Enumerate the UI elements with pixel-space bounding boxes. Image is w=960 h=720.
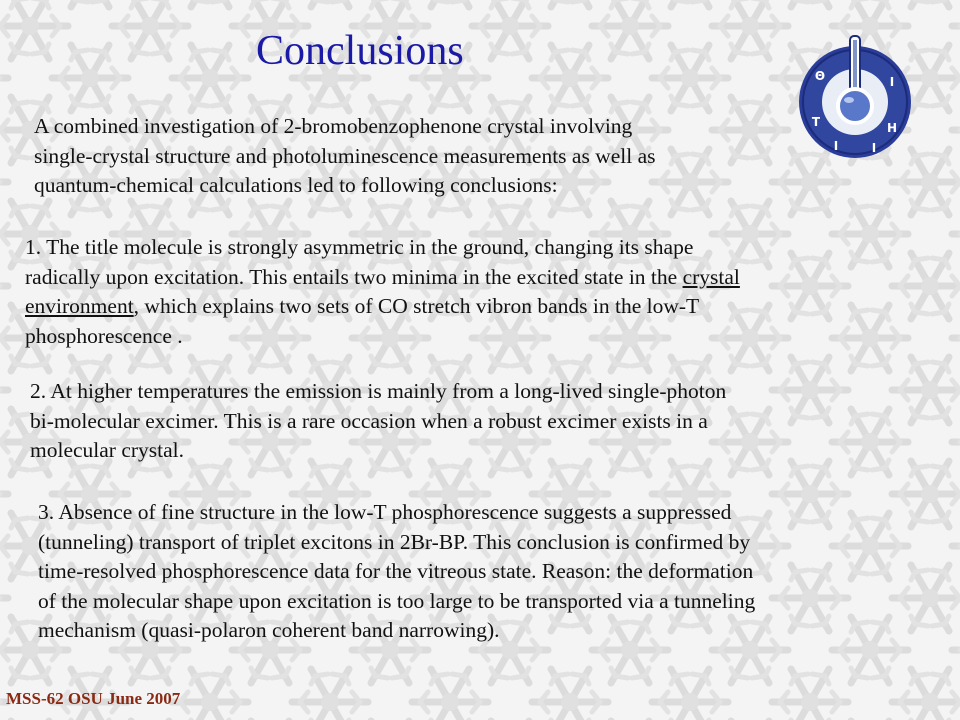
intro-line: single-crystal structure and photoluminescence measurements as well as xyxy=(34,143,656,168)
footer-conference-label: MSS-62 OSU June 2007 xyxy=(6,689,181,708)
intro-line: A combined investigation of 2-bromobenzophenone crystal involving xyxy=(34,114,633,138)
point1-line: 1. The title molecule is strongly asymmetric in the ground, changing its shape xyxy=(25,235,694,259)
logo-letter: Η xyxy=(886,121,898,135)
intro-line: quantum-chemical calculations led to following conclusions: xyxy=(34,173,558,197)
point2-line: bi-molecular excimer. This is a rare occasion when a robust excimer exists in a xyxy=(30,408,708,433)
point3-line: (tunneling) transport of triplet excitons in 2Br-BP. This conclusion is confirmed by xyxy=(38,529,751,554)
conclusion-point-2 xyxy=(30,377,726,466)
logo-letter: Τ xyxy=(811,115,821,129)
point1-line: phosphorescence . xyxy=(25,323,183,348)
point3-line: 3. Absence of fine structure in the low-T phosphorescence suggests a suppressed xyxy=(38,500,732,524)
point3-line: time-resolved phosphorescence data for the vitreous state. Reason: the deformation xyxy=(38,559,754,583)
conclusion-point-3 xyxy=(38,498,755,646)
point1-line xyxy=(25,292,740,322)
conclusion-point-1 xyxy=(25,233,740,351)
logo-letter: Θ xyxy=(814,69,826,83)
logo-letter: Ι xyxy=(871,141,877,155)
logo-letter: Ι xyxy=(889,75,895,89)
institute-logo-icon xyxy=(796,34,914,162)
point1-line xyxy=(25,263,740,293)
point2-line: 2. At higher temperatures the emission is mainly from a long-lived single-photon xyxy=(30,379,727,403)
point3-line: of the molecular shape upon excitation is too large to be transported via a tunneling xyxy=(38,588,756,613)
point3-line: mechanism (quasi-polaron coherent band narrowing). xyxy=(38,618,500,642)
underlined-crystal: crystal xyxy=(682,264,740,289)
logo-letter: Ι xyxy=(833,139,839,153)
point1-line2-text: radically upon excitation. This entails two minima in the excited state in the xyxy=(25,264,683,289)
underlined-environment: environment xyxy=(25,294,134,318)
point1-line3-text: , which explains two sets of CO stretch vibron bands in the low-T xyxy=(133,294,700,318)
point2-line: molecular crystal. xyxy=(30,438,185,462)
slide-title: Conclusions xyxy=(256,28,464,74)
intro-paragraph xyxy=(34,112,656,201)
